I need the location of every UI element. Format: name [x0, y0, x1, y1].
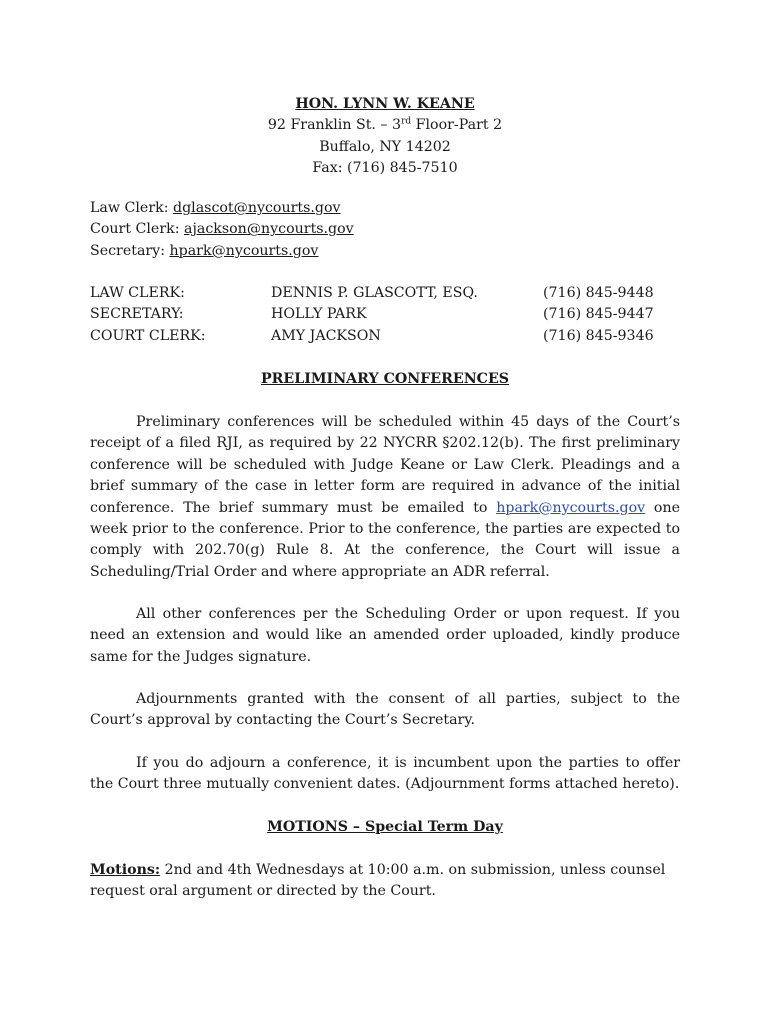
motions-body: 2nd and 4th Wednesdays at 10:00 a.m. on submission, unless counsel request oral argument or directed by the Court. — [90, 862, 666, 900]
address-street: 92 Franklin St. – 3 — [267, 117, 402, 134]
staff-role: COURT CLERK: — [90, 327, 206, 344]
secretary-email-link[interactable]: hpark@nycourts.gov — [169, 242, 319, 259]
staff-table — [90, 283, 680, 347]
staff-role: SECRETARY: — [90, 306, 184, 323]
address-floor: Floor-Part 2 — [411, 117, 503, 134]
motions-label: Motions: — [90, 862, 161, 878]
staff-name: AMY JACKSON — [271, 327, 381, 344]
staff-row — [90, 304, 680, 325]
email-label: Court Clerk: — [90, 221, 184, 238]
paragraph-text: Adjournments granted with the consent of all parties, subject to the Court’s approval by contacting the Court’s Secretary. — [90, 691, 680, 729]
motions-heading: MOTIONS – Special Term Day — [267, 819, 503, 835]
email-label: Secretary: — [90, 242, 170, 259]
email-contacts — [90, 198, 680, 262]
paragraph-text — [90, 412, 680, 583]
judge-header — [0, 94, 770, 180]
paragraph-text: All other conferences per the Scheduling Order or upon request. If you need an extension and would like an amended order uploaded, kindly produce same for the Judges signature. — [90, 606, 680, 665]
preliminary-conferences-heading: PRELIMINARY CONFERENCES — [260, 371, 510, 387]
paragraph-text-a: Preliminary conferences will be scheduled within 45 days of the Court’s receipt of a filed RJI, as required by 22 NYCRR §202.12(b). The first preliminary conference will be scheduled with Judge Keane or Law Clerk. Pleadings and a brief summary of the case in letter form are required in advance of the initial conference. The brief summary must be emailed to — [90, 414, 680, 516]
staff-phone: (716) 845-9448 — [543, 285, 654, 301]
judge-city: Buffalo, NY 14202 — [319, 138, 451, 155]
motions-text — [90, 860, 680, 903]
email-row-law-clerk — [90, 198, 680, 219]
staff-role: LAW CLERK: — [90, 285, 185, 301]
prelim-paragraph-3 — [90, 689, 680, 732]
staff-name: HOLLY PARK — [271, 306, 367, 323]
paragraph-text: If you do adjourn a conference, it is incumbent upon the parties to offer the Court three mutually convenient dates. (Adjournment forms attached hereto). — [90, 755, 680, 793]
prelim-paragraph-2 — [90, 604, 680, 668]
staff-row — [90, 283, 680, 304]
prelim-paragraph-4 — [90, 753, 680, 796]
judge-address — [0, 115, 770, 136]
court-clerk-email-link[interactable]: ajackson@nycourts.gov — [184, 221, 354, 238]
staff-phone: (716) 845-9447 — [543, 306, 654, 323]
staff-name: DENNIS P. GLASCOTT, ESQ. — [271, 285, 478, 301]
hpark-email-link[interactable]: hpark@nycourts.gov — [496, 499, 646, 516]
judge-fax: Fax: (716) 845-7510 — [312, 160, 458, 177]
email-row-court-clerk — [90, 219, 680, 240]
judge-name: HON. LYNN W. KEANE — [295, 96, 475, 112]
prelim-paragraph-1 — [90, 412, 680, 583]
paragraph-text-b: one week prior to the conference. Prior to the conference, the parties are expected to comply with 202.70(g) Rule 8. At the conference, the Court will issue a Scheduling/Trial Order and where appropriate an ADR referral. — [90, 499, 680, 580]
address-ordinal: rd — [401, 116, 412, 127]
staff-row — [90, 326, 680, 347]
law-clerk-email-link[interactable]: dglascot@nycourts.gov — [173, 200, 341, 216]
email-row-secretary — [90, 241, 680, 262]
motions-paragraph — [90, 860, 680, 903]
email-label: Law Clerk: — [90, 200, 173, 216]
staff-phone: (716) 845-9346 — [543, 327, 654, 344]
